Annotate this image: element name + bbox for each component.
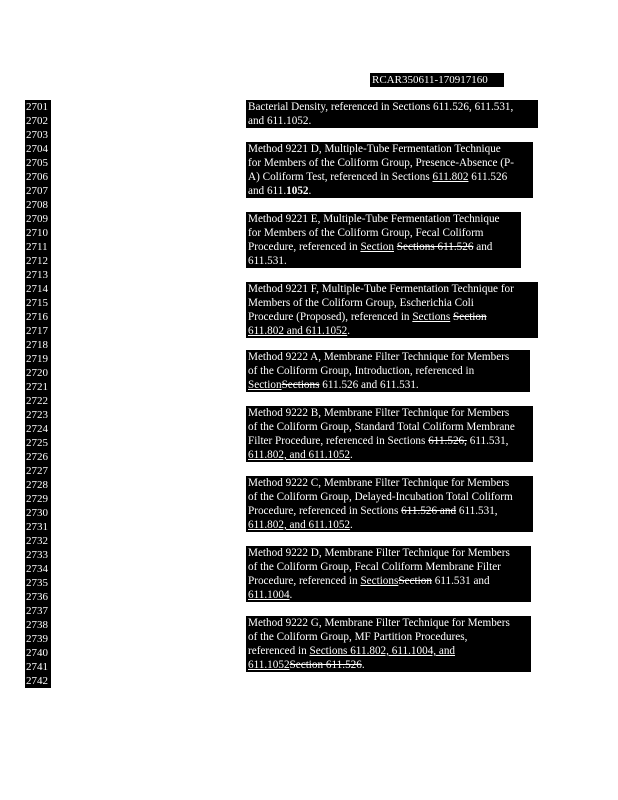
text-line — [246, 560, 531, 574]
line-number: 2708 — [26, 199, 48, 211]
text-run: Sections — [412, 311, 451, 323]
text-line — [246, 518, 533, 532]
text-run: . — [347, 325, 351, 337]
line-number: 2729 — [26, 493, 48, 505]
line-number: 2723 — [26, 409, 48, 421]
text-run: of the Coliform Group, Delayed-Incubation Total Coliform — [248, 491, 513, 503]
text-line — [246, 616, 531, 630]
text-run: 611.802 — [432, 171, 469, 183]
text-line — [246, 588, 531, 602]
text-run: 611.526 — [468, 171, 508, 183]
text-run: . — [350, 449, 353, 461]
text-run: 611.531. — [248, 255, 287, 267]
text-run: Sections 611.802, 611.1004, and — [309, 645, 456, 657]
line-number: 2702 — [26, 115, 48, 127]
text-run: Filter Procedure, referenced in Sections — [248, 435, 429, 447]
text-run: 611.1004 — [248, 589, 290, 601]
line-number: 2728 — [26, 479, 48, 491]
line-number: 2737 — [26, 605, 48, 617]
line-number: 2718 — [26, 339, 48, 351]
line-number: 2725 — [26, 437, 48, 449]
text-run: Members of the Coliform Group, Escherichia Coli — [248, 297, 474, 309]
text-run: of the Coliform Group, MF Partition Procedures, — [248, 631, 468, 643]
text-run: of the Coliform Group, Standard Total Coliform Membrane — [248, 421, 515, 433]
text-line — [246, 434, 533, 448]
text-run: Sections 611.526 — [396, 241, 474, 253]
line-number: 2719 — [26, 353, 48, 365]
text-run: Method 9221 E, Multiple-Tube Fermentation Technique — [248, 213, 500, 225]
text-run: and 611. — [248, 185, 287, 197]
text-run: Method 9222 B, Membrane Filter Technique for Members — [248, 407, 510, 419]
line-number: 2731 — [26, 521, 48, 533]
text-run: Procedure (Proposed), referenced in — [248, 311, 413, 323]
text-run: and 611.1052. — [248, 115, 312, 127]
text-run: Section — [360, 241, 394, 253]
text-run: Method 9221 F, Multiple-Tube Fermentation Technique for — [248, 283, 514, 295]
text-run: referenced in — [248, 645, 310, 657]
line-number: 2722 — [26, 395, 48, 407]
text-line — [246, 644, 531, 658]
text-run: Procedure, referenced in Sections — [248, 505, 402, 517]
line-number: 2732 — [26, 535, 48, 547]
text-block-method-9222g — [246, 616, 531, 672]
text-run: Section 611.526 — [289, 659, 362, 671]
text-run: Bacterial Density, referenced in Sections 611.526, 611.531, — [248, 101, 514, 113]
text-run: Method 9222 A, Membrane Filter Technique for Members — [248, 351, 510, 363]
text-block-method-9221e — [246, 212, 521, 268]
text-run: . — [350, 519, 353, 531]
text-run: 611.526 and 611.531. — [319, 379, 419, 391]
text-run: 611.531, — [466, 435, 509, 447]
text-line — [246, 184, 533, 198]
text-run: Procedure, referenced in — [248, 241, 361, 253]
text-block-method-9222a — [246, 350, 530, 392]
text-line — [246, 406, 533, 420]
text-run: 611.531 and — [431, 575, 490, 587]
text-run: 1052 — [286, 185, 309, 197]
text-line — [246, 212, 521, 226]
text-line — [246, 296, 538, 310]
line-number: 2735 — [26, 577, 48, 589]
line-number: 2742 — [26, 675, 48, 687]
text-run: Sections — [360, 575, 399, 587]
text-line — [246, 142, 533, 156]
text-run: Method 9222 G, Membrane Filter Technique for Members — [248, 617, 510, 629]
text-run: 611.526, — [428, 435, 467, 447]
text-line — [246, 546, 531, 560]
text-line — [246, 324, 538, 338]
text-block-method-9222c — [246, 476, 533, 532]
line-number: 2703 — [26, 129, 48, 141]
line-number: 2741 — [26, 661, 48, 673]
text-line — [246, 364, 530, 378]
text-line — [246, 100, 538, 114]
text-line — [246, 420, 533, 434]
line-number: 2726 — [26, 451, 48, 463]
line-number: 2730 — [26, 507, 48, 519]
text-line — [246, 156, 533, 170]
line-number: 2734 — [26, 563, 48, 575]
text-line — [246, 378, 530, 392]
text-line — [246, 254, 521, 268]
text-run: Section — [453, 311, 487, 323]
text-block-bacterial-density — [246, 100, 538, 128]
line-number: 2721 — [26, 381, 48, 393]
text-run: Section — [248, 379, 282, 391]
text-line — [246, 448, 533, 462]
text-run: Section — [398, 575, 432, 587]
line-number: 2713 — [26, 269, 48, 281]
text-run: of the Coliform Group, Introduction, referenced in — [248, 365, 475, 377]
text-line — [246, 574, 531, 588]
line-number: 2727 — [26, 465, 48, 477]
text-run: 611.802, and 611.1052 — [248, 449, 351, 461]
text-run: . — [361, 659, 365, 671]
text-run: 611.1052 — [248, 659, 290, 671]
text-run: 611.526 and — [401, 505, 457, 517]
text-line — [246, 226, 521, 240]
text-run: for Members of the Coliform Group, Presence-Absence (P- — [248, 157, 514, 169]
line-number: 2705 — [26, 157, 48, 169]
line-number: 2733 — [26, 549, 48, 561]
document-id-header: RCAR350611-170917160 — [370, 73, 504, 87]
text-run: of the Coliform Group, Fecal Coliform Membrane Filter — [248, 561, 501, 573]
line-number: 2714 — [26, 283, 48, 295]
text-line — [246, 114, 538, 128]
line-number: 2709 — [26, 213, 48, 225]
text-line — [246, 490, 533, 504]
text-block-method-9222b — [246, 406, 533, 462]
text-run: and — [473, 241, 493, 253]
text-line — [246, 630, 531, 644]
line-number: 2724 — [26, 423, 48, 435]
text-block-method-9221f — [246, 282, 538, 338]
text-run: A) Coliform Test, referenced in Sections — [248, 171, 433, 183]
text-run: . — [289, 589, 293, 601]
text-run: Sections — [281, 379, 320, 391]
line-number: 2701 — [26, 101, 48, 113]
text-line — [246, 504, 533, 518]
line-number: 2717 — [26, 325, 48, 337]
text-run: Procedure, referenced in — [248, 575, 361, 587]
text-line — [246, 476, 533, 490]
line-number: 2736 — [26, 591, 48, 603]
text-run: Method 9222 D, Membrane Filter Technique for Members — [248, 547, 510, 559]
text-line — [246, 282, 538, 296]
text-line — [246, 350, 530, 364]
text-block-method-9221d — [246, 142, 533, 198]
line-number-gutter — [25, 100, 51, 688]
line-number: 2715 — [26, 297, 48, 309]
line-number: 2740 — [26, 647, 48, 659]
text-run: 611.802 and 611.1052 — [248, 325, 348, 337]
text-run: Method 9222 C, Membrane Filter Technique for Members — [248, 477, 510, 489]
line-number: 2711 — [26, 241, 48, 253]
line-number: 2704 — [26, 143, 48, 155]
text-line — [246, 658, 531, 672]
text-block-method-9222d — [246, 546, 531, 602]
text-line — [246, 240, 521, 254]
text-run: 611.531, — [456, 505, 498, 517]
text-run: . — [308, 185, 312, 197]
line-number: 2720 — [26, 367, 48, 379]
text-run: for Members of the Coliform Group, Fecal Coliform — [248, 227, 484, 239]
line-number: 2707 — [26, 185, 48, 197]
line-number: 2739 — [26, 633, 48, 645]
line-number: 2712 — [26, 255, 48, 267]
text-run: 611.802, and 611.1052 — [248, 519, 351, 531]
text-line — [246, 170, 533, 184]
line-number: 2706 — [26, 171, 48, 183]
text-run: Method 9221 D, Multiple-Tube Fermentation Technique — [248, 143, 501, 155]
line-number: 2710 — [26, 227, 48, 239]
line-number: 2716 — [26, 311, 48, 323]
line-number: 2738 — [26, 619, 48, 631]
text-line — [246, 310, 538, 324]
